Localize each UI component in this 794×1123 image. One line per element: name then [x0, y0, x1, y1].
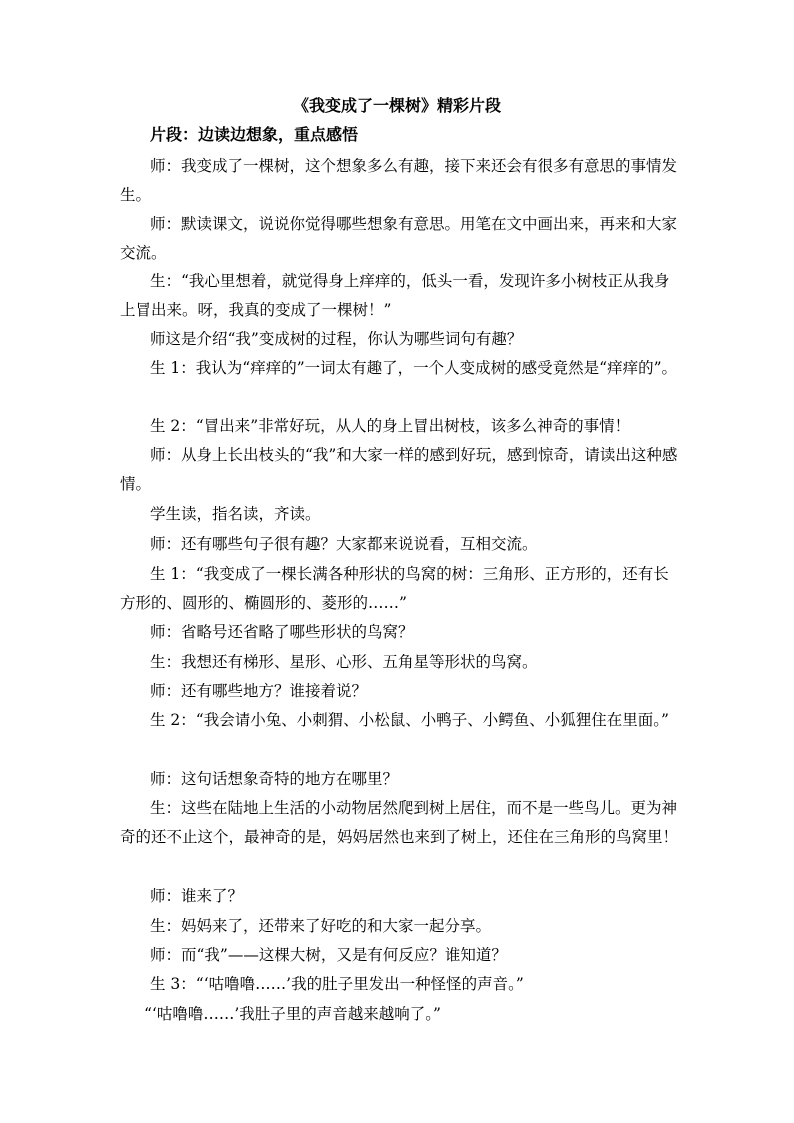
paragraph: 师：省略号还省略了哪些形状的鸟窝？ — [150, 623, 414, 641]
paragraph: 师：这句话想象奇特的地方在哪里？ — [150, 770, 399, 788]
paragraph: 生：妈妈来了，还带来了好吃的和大家一起分享。 — [150, 917, 492, 935]
paragraph: 生 1：我认为“痒痒的”一词太有趣了，一个人变成树的感受竟然是“痒痒的”。 — [150, 359, 677, 377]
paragraph: 生 1：“我变成了一棵长满各种形状的鸟窝的树：三角形、正方形的，还有长方形的、圆形的、椭圆形的、菱形的……” — [120, 565, 669, 612]
paragraph: 生：我想还有梯形、星形、心形、五角星等形状的鸟窝。 — [150, 653, 538, 671]
section-heading: 片段：边读边想象，重点感悟 — [150, 125, 359, 144]
paragraph: 师这是介绍“我”变成树的过程，你认为哪些词句有趣？ — [150, 330, 523, 348]
paragraph: 师：还有哪些地方？谁接着说？ — [150, 682, 368, 700]
paragraph: 生 2：“冒出来”非常好玩，从人的身上冒出树枝，该多么神奇的事情！ — [150, 417, 631, 435]
paragraph: “‘咕噜噜……’我肚子里的声音越来越响了。” — [144, 1005, 441, 1023]
paragraph: 生：这些在陆地上生活的小动物居然爬到树上居住，而不是一些鸟儿。更为神奇的还不止这个，最神奇的是，妈妈居然也来到了树上，还住在三角形的鸟窝里！ — [120, 799, 679, 846]
paragraph: 学生读，指名读，齐读。 — [150, 505, 321, 523]
paragraph: 师：而“我”——这棵大树，又是有何反应？谁知道？ — [150, 946, 507, 964]
paragraph: 师：谁来了？ — [150, 887, 244, 905]
paragraph: 师：还有哪些句子很有趣？大家都来说说看，互相交流。 — [150, 535, 538, 553]
document-title: 《我变成了一棵树》精彩片段 — [292, 96, 501, 115]
paragraph: 生 2：“我会请小兔、小刺猬、小松鼠、小鸭子、小鳄鱼、小狐狸住在里面。” — [150, 711, 669, 729]
paragraph: 师：默读课文，说说你觉得哪些想象有意思。用笔在文中画出来，再来和大家交流。 — [120, 215, 678, 262]
paragraph: 师：从身上长出枝头的“我”和大家一样的感到好玩，感到惊奇，请读出这种感情。 — [120, 446, 678, 493]
paragraph: 师：我变成了一棵树，这个想象多么有趣，接下来还会有很多有意思的事情发生。 — [120, 157, 678, 204]
paragraph: 生 3：“‘咕噜噜……’我的肚子里发出一种怪怪的声音。” — [150, 975, 524, 993]
paragraph: 生：“我心里想着，就觉得身上痒痒的，低头一看，发现许多小树枝正从我身上冒出来。呀，我真的变成了一棵树！” — [120, 272, 670, 319]
